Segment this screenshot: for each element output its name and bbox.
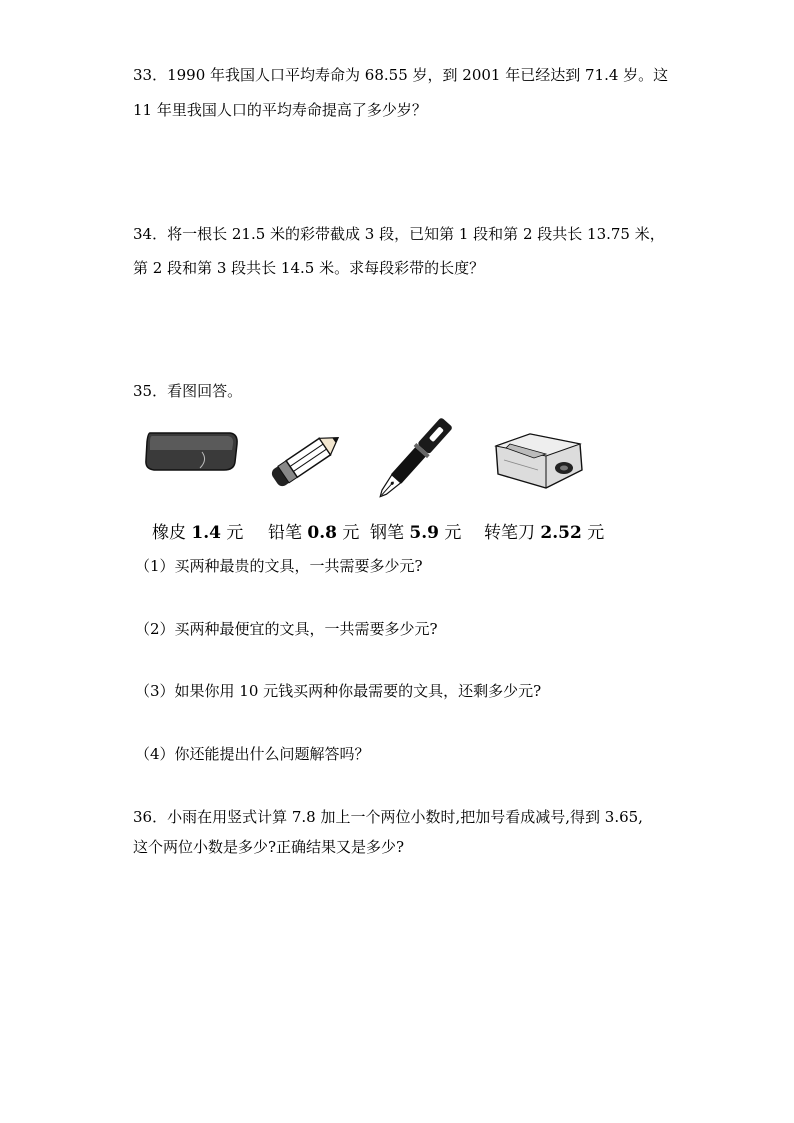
question-35-part-3: （3）如果你用 10 元钱买两种你最需要的文具，还剩多少元? bbox=[135, 682, 542, 700]
fountain-pen-price-label bbox=[370, 518, 461, 543]
pencil-price-label bbox=[268, 518, 359, 543]
item-name: 铅笔 bbox=[268, 523, 302, 543]
item-unit: 元 bbox=[342, 523, 360, 543]
question-35-title: 35．看图回答。 bbox=[133, 382, 243, 400]
question-36-line-2: 这个两位小数是多少?正确结果又是多少? bbox=[133, 838, 405, 856]
item-price: 5.9 bbox=[409, 523, 439, 543]
sharpener-icon bbox=[490, 430, 586, 492]
item-name: 转笔刀 bbox=[484, 523, 535, 543]
item-name: 橡皮 bbox=[152, 523, 186, 543]
question-33-line-1: 33．1990 年我国人口平均寿命为 68.55 岁，到 2001 年已经达到 71.4 岁。这 bbox=[133, 66, 669, 84]
item-unit: 元 bbox=[226, 523, 244, 543]
question-35-part-4: （4）你还能提出什么问题解答吗？ bbox=[135, 745, 370, 763]
item-price: 1.4 bbox=[191, 523, 221, 543]
item-price: 0.8 bbox=[307, 523, 337, 543]
stationery-pictures bbox=[140, 422, 610, 492]
item-name: 钢笔 bbox=[370, 523, 404, 543]
question-35-part-2: （2）买两种最便宜的文具，一共需要多少元? bbox=[135, 620, 438, 638]
question-34-line-1: 34．将一根长 21.5 米的彩带截成 3 段，已知第 1 段和第 2 段共长 13.75 米， bbox=[133, 225, 665, 243]
item-price: 2.52 bbox=[540, 523, 582, 543]
question-36-line-1: 36．小雨在用竖式计算 7.8 加上一个两位小数时,把加号看成减号,得到 3.65, bbox=[133, 808, 643, 826]
item-unit: 元 bbox=[444, 523, 462, 543]
pencil-icon bbox=[265, 426, 347, 492]
fountain-pen-icon bbox=[370, 410, 460, 510]
eraser-price-label bbox=[152, 518, 243, 543]
question-34-line-2: 第 2 段和第 3 段共长 14.5 米。求每段彩带的长度？ bbox=[133, 259, 485, 277]
question-35-part-1: （1）买两种最贵的文具，一共需要多少元? bbox=[135, 557, 423, 575]
eraser-icon bbox=[142, 430, 240, 472]
question-33-line-2: 11 年里我国人口的平均寿命提高了多少岁？ bbox=[133, 101, 427, 119]
sharpener-price-label bbox=[484, 518, 604, 543]
item-unit: 元 bbox=[587, 523, 605, 543]
